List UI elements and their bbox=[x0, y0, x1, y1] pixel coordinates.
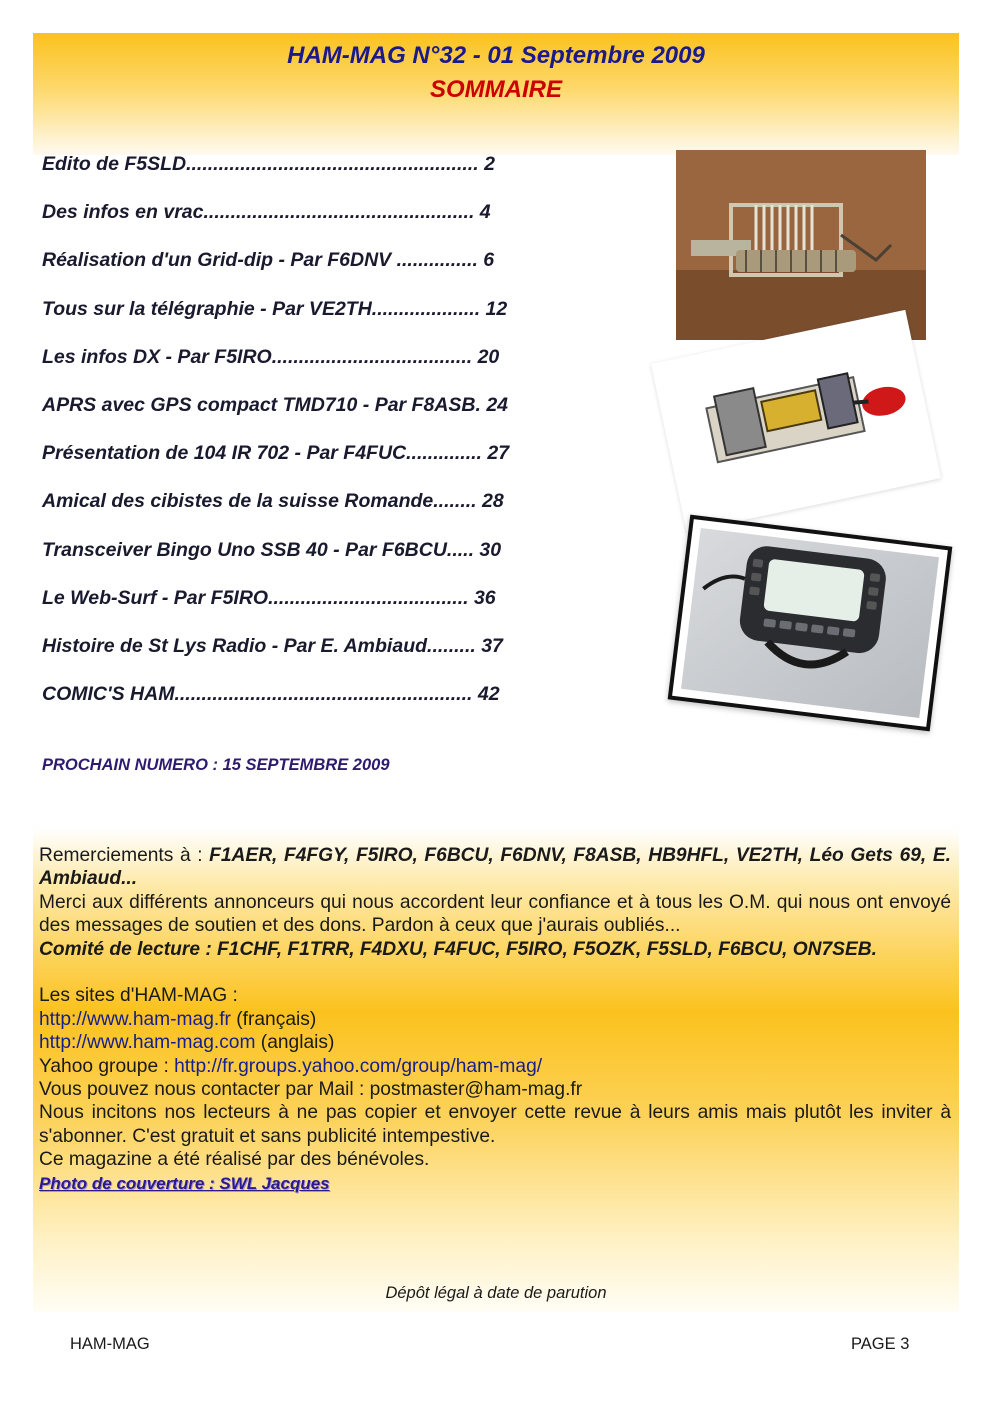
telegraph-key-illustration bbox=[651, 310, 941, 532]
credits-text bbox=[39, 844, 951, 1195]
toc-entry[interactable]: Transceiver Bingo Uno SSB 40 - Par F6BCU..... 30 bbox=[42, 538, 502, 561]
credits-box bbox=[33, 828, 959, 1312]
site-en-link[interactable]: http://www.ham-mag.com bbox=[39, 1032, 256, 1054]
site-fr-line bbox=[39, 1008, 951, 1031]
copy-notice: Nous incitons nos lecteurs à ne pas copier et envoyer cette revue à leurs amis mais plutôt les inviter à s'abonner. C'est gratuit et sans publicité intempestive. bbox=[39, 1102, 951, 1147]
sites-label: Les sites d'HAM-MAG : bbox=[39, 985, 238, 1007]
footer-magazine-name: HAM-MAG bbox=[70, 1335, 150, 1353]
toc-entry[interactable]: Des infos en vrac.................................................. 4 bbox=[42, 201, 491, 224]
radio-illustration bbox=[683, 528, 923, 700]
toc-entry[interactable]: Présentation de 104 IR 702 - Par F4FUC.............. 27 bbox=[42, 442, 510, 465]
site-fr-lang: (français) bbox=[230, 1008, 317, 1030]
toc-entry[interactable]: Tous sur la télégraphie - Par VE2TH.................... 12 bbox=[42, 297, 508, 320]
thanks-names: F1AER, F4FGY, F5IRO, F6BCU, F6DNV, F8ASB, HB9HFL, VE2TH, Léo Gets 69, E. Ambiaud... bbox=[39, 845, 951, 890]
thanks-label: Remerciements à : bbox=[39, 845, 210, 866]
toc-entry[interactable]: Edito de F5SLD...................................................... 2 bbox=[42, 153, 495, 175]
page-number: PAGE 3 bbox=[851, 1335, 910, 1353]
next-issue-notice: PROCHAIN NUMERO : 15 SEPTEMBRE 2009 bbox=[42, 756, 390, 774]
spacer bbox=[39, 961, 951, 984]
cover-photo-credit: Photo de couverture : SWL Jacques bbox=[39, 1173, 330, 1193]
magazine-title: HAM-MAG N°32 - 01 Septembre 2009 bbox=[287, 42, 705, 69]
volunteers-line: Ce magazine a été réalisé par des bénévoles. bbox=[39, 1149, 430, 1171]
radio-control-head-photo bbox=[668, 515, 953, 732]
yahoo-group-link[interactable]: http://fr.groups.yahoo.com/group/ham-mag/ bbox=[174, 1055, 543, 1077]
legal-deposit: Dépôt légal à date de parution bbox=[385, 1284, 607, 1302]
header-banner bbox=[33, 33, 959, 155]
table-of-contents bbox=[42, 150, 622, 728]
thanks-text: Merci aux différents annonceurs qui nous accordent leur confiance et à tous les O.M. qui nous ont envoyé des messages de soutien et des dons. Pardon à ceux que j'aurais oubliés... bbox=[39, 891, 951, 937]
toc-entry[interactable]: Histoire de St Lys Radio - Par E. Ambiaud......... 37 bbox=[42, 634, 503, 657]
toc-entry[interactable]: Le Web-Surf - Par F5IRO..................................... 36 bbox=[42, 586, 496, 609]
yahoo-line bbox=[39, 1055, 951, 1078]
reading-committee: Comité de lecture : F1CHF, F1TRR, F4DXU, F4FUC, F5IRO, F5OZK, F5SLD, F6BCU, ON7SEB. bbox=[39, 938, 877, 960]
summary-heading: SOMMAIRE bbox=[430, 76, 562, 103]
photo-frame bbox=[681, 528, 939, 718]
yahoo-label: Yahoo groupe : bbox=[39, 1055, 175, 1077]
site-en-lang: (anglais) bbox=[255, 1032, 335, 1054]
toc-entry[interactable]: APRS avec GPS compact TMD710 - Par F8ASB. 24 bbox=[42, 393, 509, 416]
variable-capacitor-photo bbox=[676, 150, 926, 340]
site-en-line bbox=[39, 1031, 951, 1054]
variable-capacitor-illustration bbox=[676, 150, 926, 340]
telegraph-key-photo bbox=[651, 310, 941, 532]
toc-entry[interactable]: Les infos DX - Par F5IRO..................................... 20 bbox=[42, 345, 500, 368]
toc-entry[interactable]: Réalisation d'un Grid-dip - Par F6DNV ............... 6 bbox=[42, 249, 495, 272]
toc-entry[interactable]: Amical des cibistes de la suisse Romande........ 28 bbox=[42, 490, 504, 513]
toc-entry[interactable]: COMIC'S HAM....................................................... 42 bbox=[42, 683, 500, 706]
site-fr-link[interactable]: http://www.ham-mag.fr bbox=[39, 1008, 231, 1030]
thanks-paragraph bbox=[39, 844, 951, 891]
contact-line: Vous pouvez nous contacter par Mail : postmaster@ham-mag.fr bbox=[39, 1079, 583, 1101]
